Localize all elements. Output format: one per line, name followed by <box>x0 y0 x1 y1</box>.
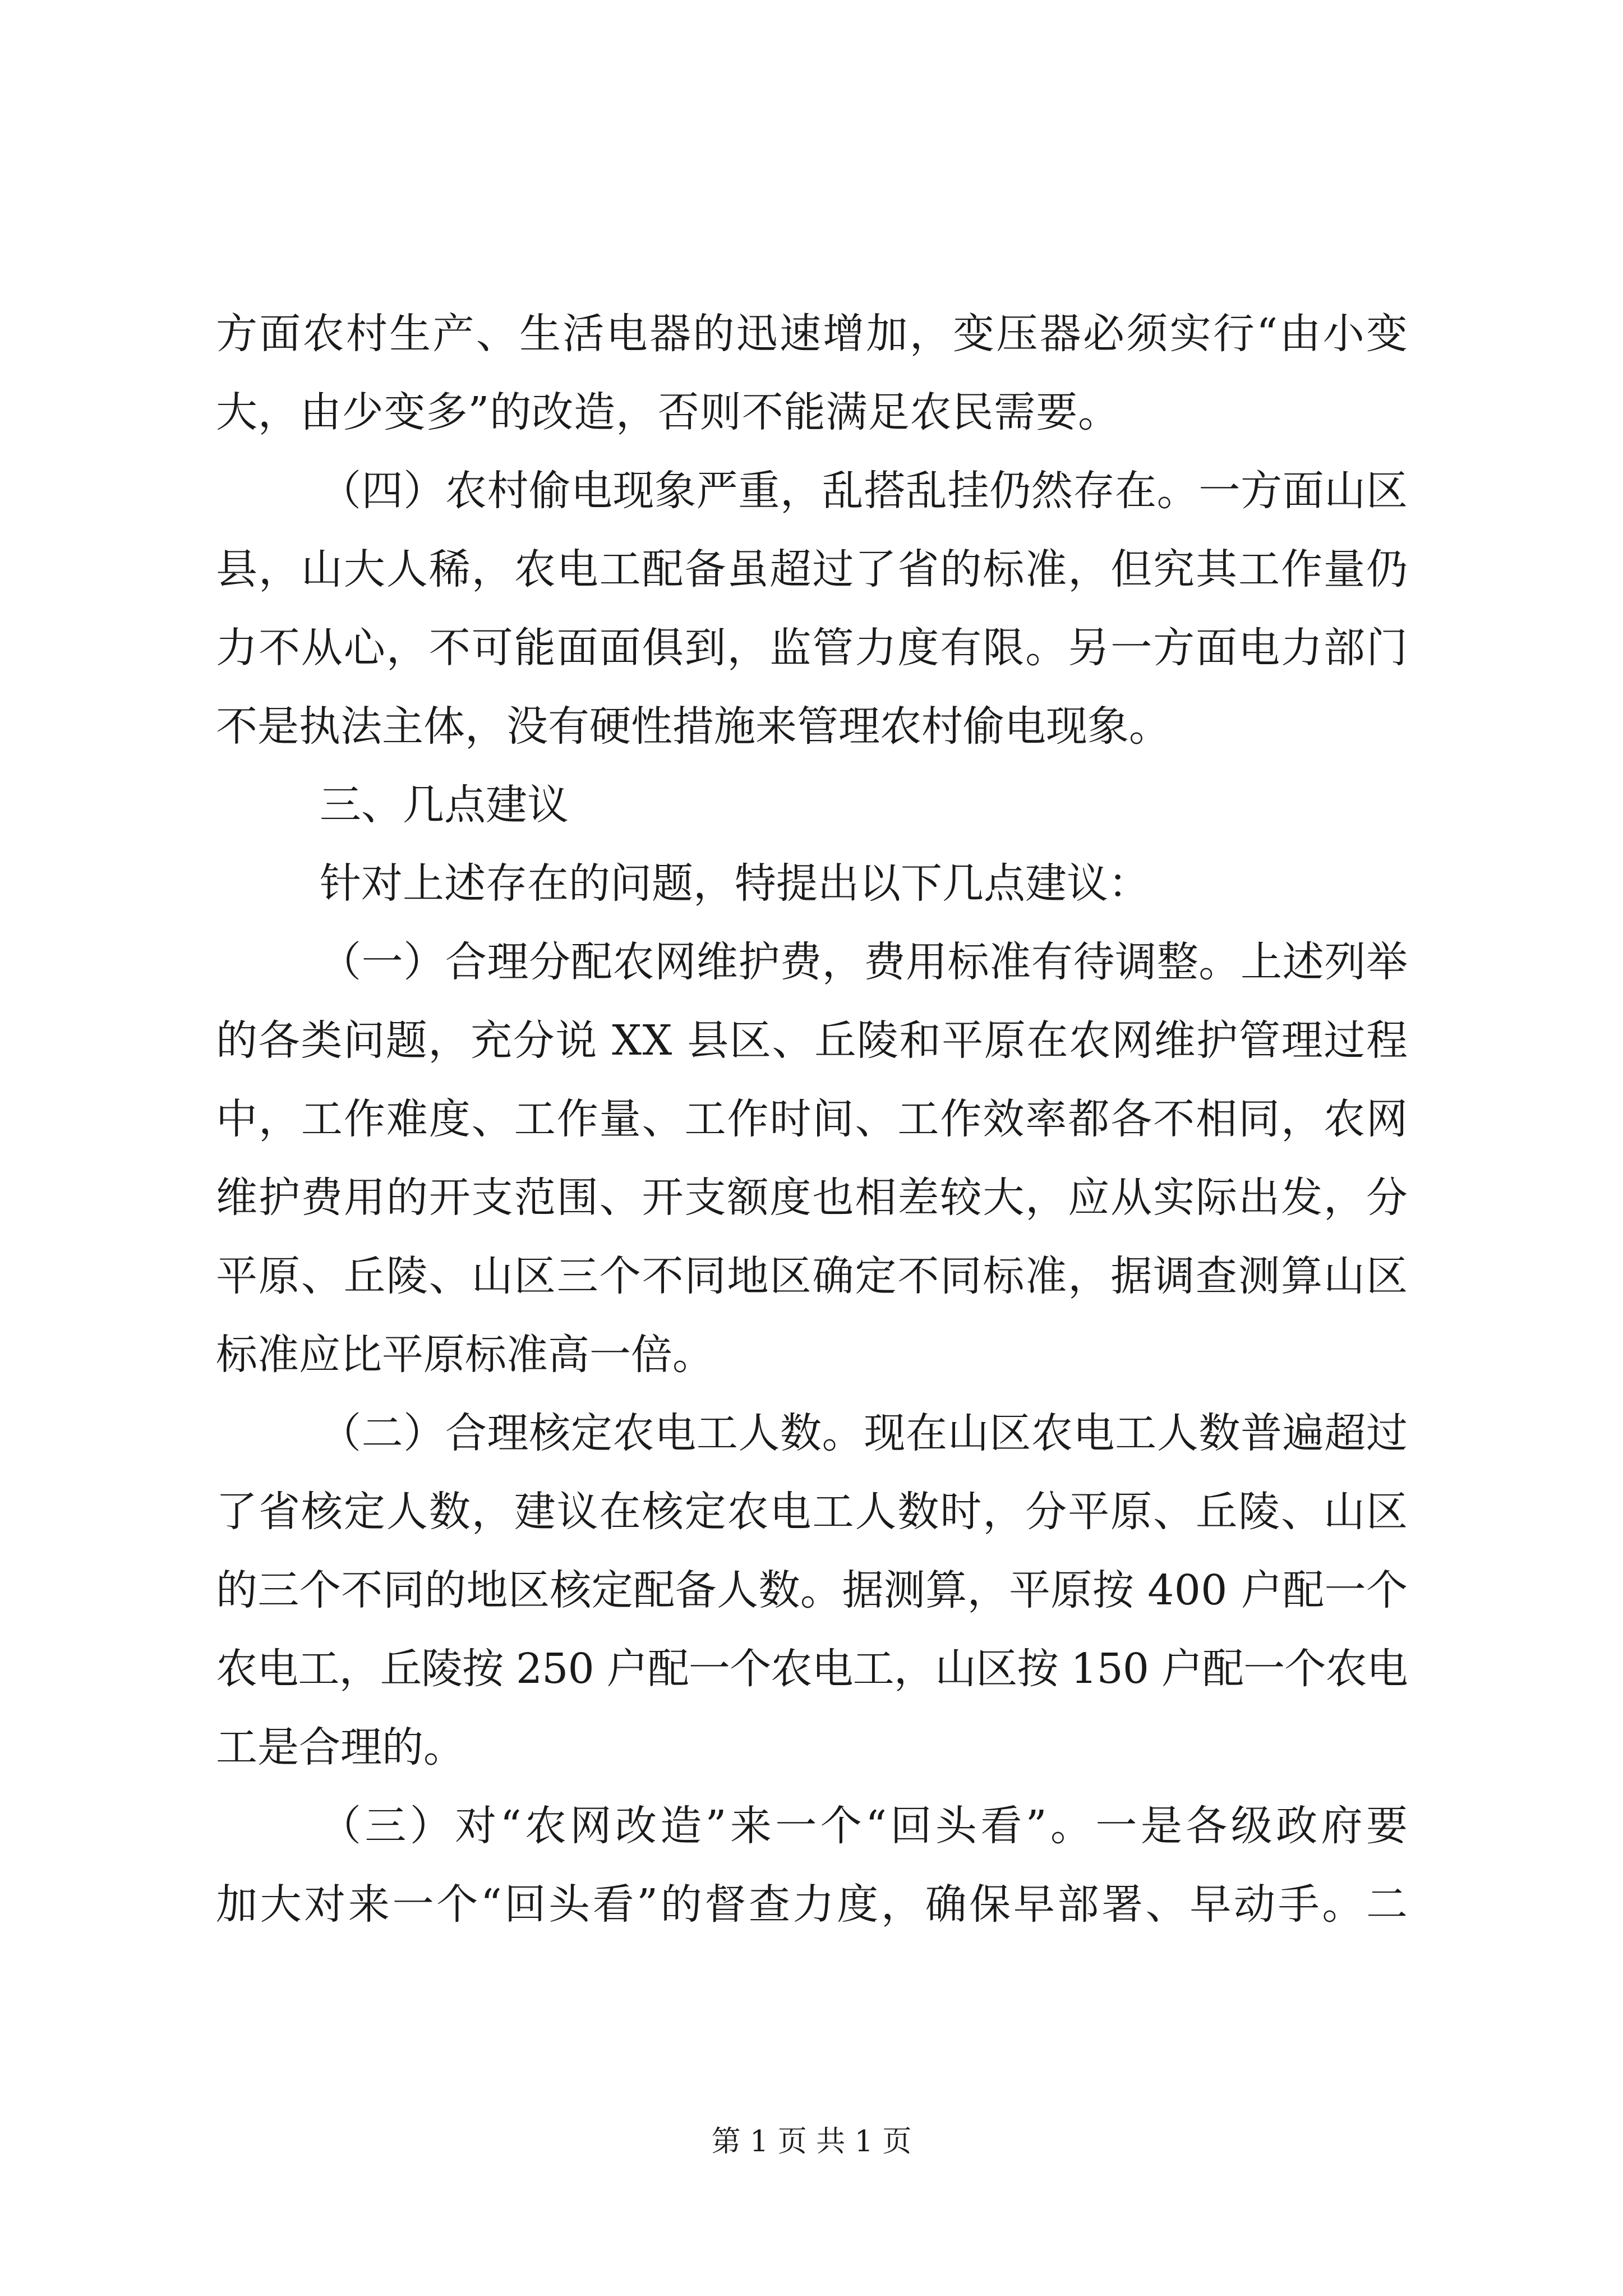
text-line: 县，山大人稀，农电工配备虽超过了省的标准，但究其工作量仍 <box>216 545 1409 593</box>
page-footer: 第 1 页 共 1 页 <box>711 2125 912 2159</box>
text-line: 针对上述存在的问题，特提出以下几点建议： <box>320 859 1150 908</box>
text-line: 了省核定人数，建议在核定农电工人数时，分平原、丘陵、山区 <box>216 1488 1409 1536</box>
text-line: 的三个不同的地区核定配备人数。据测算，平原按 400 户配一个 <box>216 1566 1408 1614</box>
text-line: 加大对来一个“回头看”的督查力度，确保早部署、早动手。二 <box>216 1880 1410 1929</box>
text-line: 标准应比平原标准高一倍。 <box>216 1331 714 1379</box>
text-line: 力不从心，不可能面面俱到，监管力度有限。另一方面电力部门 <box>216 624 1409 672</box>
paragraph-heading-line: （三）对“农网改造”来一个“回头看”。一是各级政府要 <box>320 1802 1412 1850</box>
text-line: 平原、丘陵、山区三个不同地区确定不同标准，据调查测算山区 <box>216 1252 1409 1300</box>
paragraph-heading-line: （二）合理核定农电工人数。现在山区农电工人数普遍超过 <box>320 1409 1408 1457</box>
text-line: 农电工，丘陵按 250 户配一个农电工，山区按 150 户配一个农电 <box>216 1645 1408 1693</box>
paragraph-heading-line: （一）合理分配农网维护费，费用标准有待调整。上述列举 <box>320 938 1408 986</box>
text-line: 不是执法主体，没有硬性措施来管理农村偷电现象。 <box>216 702 1170 751</box>
text-line: 维护费用的开支范围、开支额度也相差较大，应从实际出发，分 <box>216 1174 1409 1222</box>
section-heading: 三、几点建议 <box>320 781 569 829</box>
text-line: 方面农村生产、生活电器的迅速增加，变压器必须实行“由小变 <box>216 310 1410 358</box>
paragraph-heading-line: （四）农村偷电现象严重，乱搭乱挂仍然存在。一方面山区 <box>320 467 1408 515</box>
text-line: 大，由少变多”的改造，否则不能满足农民需要。 <box>216 388 1121 436</box>
text-line: 的各类问题，充分说 XX 县区、丘陵和平原在农网维护管理过程 <box>216 1016 1409 1065</box>
text-line: 工是合理的。 <box>216 1723 465 1772</box>
text-line: 中，工作难度、工作量、工作时间、工作效率都各不相同，农网 <box>216 1095 1409 1143</box>
